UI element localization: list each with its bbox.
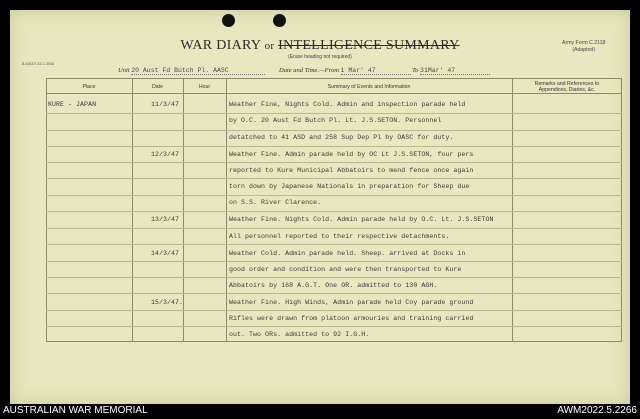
row-rule	[46, 113, 622, 114]
header-rule	[46, 93, 622, 94]
summary-line: Rifles were drawn from platoon armouries and training carried	[229, 315, 474, 322]
row-rule	[46, 326, 622, 327]
unit-field	[118, 67, 265, 75]
erase-note: (Erase heading not required)	[288, 54, 352, 60]
header-place: Place	[82, 84, 96, 90]
place-cell: KURE - JAPAN	[48, 101, 97, 108]
row-rule	[46, 130, 622, 131]
form-title	[0, 38, 640, 54]
summary-line: reported to Kure Municipal Abbatoirs to mend fence once again	[229, 167, 474, 174]
summary-line: All personnel reported to their respective detachments.	[229, 233, 450, 240]
summary-line: by O.C. 20 Aust Fd Butch Pl. Lt. J.S.SETON. Personnel	[229, 117, 442, 124]
column-divider	[226, 78, 227, 342]
footer-accession: AWM2022.5.2266	[557, 405, 637, 416]
date-field	[279, 67, 490, 75]
row-rule	[46, 178, 622, 179]
to-value: 31Mar' 47	[420, 67, 490, 75]
row-rule	[46, 310, 622, 311]
date-cell-4: 14/3/47	[151, 250, 180, 257]
unit-label: Unit	[118, 67, 130, 74]
summary-line: out. Two ORs. admitted to 92 I.G.H.	[229, 331, 370, 338]
row-rule	[46, 195, 622, 196]
row-rule	[46, 293, 622, 294]
summary-line: torn down by Japanese Nationals in preparation for Sheep due	[229, 183, 470, 190]
form-code: B.4063/T.43-C.3548	[22, 62, 54, 66]
summary-line: Weather Fine. Nights Cold. Admin parade held by O.C. Lt. J.S.SETON	[229, 216, 494, 223]
header-date: Date	[152, 84, 163, 90]
header-hour: Hour	[198, 84, 211, 90]
row-rule	[46, 228, 622, 229]
header-summary: Summary of Events and Information	[327, 84, 411, 90]
date-cell-1: 11/3/47	[151, 101, 180, 108]
date-label: Date and Time.—From	[279, 67, 339, 74]
title-intelligence-summary: INTELLIGENCE SUMMARY	[278, 38, 460, 53]
punch-hole	[273, 14, 286, 27]
header-remarks	[512, 81, 622, 93]
army-form-number	[562, 40, 605, 53]
header-remarks-line2: Appendices, Diaries, &c.	[538, 87, 596, 93]
title-war-diary: WAR DIARY	[180, 38, 261, 53]
summary-line: Weather Fine, Nights Cold. Admin and inspection parade held	[229, 101, 466, 108]
summary-line: Abbatoirs by 168 A.G.T. One OR. admitted to 130 AGH.	[229, 282, 438, 289]
row-rule	[46, 261, 622, 262]
summary-line: detatched to 41 ASD and 258 Sup Dep Pl by OASC for duty.	[229, 134, 454, 141]
summary-line: on S.S. River Clarence.	[229, 199, 322, 206]
footer-credit: AUSTRALIAN WAR MEMORIAL	[3, 405, 148, 416]
punch-hole	[222, 14, 235, 27]
summary-line: Weather Cold. Admin parade held. Sheep. arrived at Docks in	[229, 250, 466, 257]
row-rule	[46, 244, 622, 245]
title-or: or	[264, 40, 275, 52]
column-divider	[132, 78, 133, 342]
summary-line: Weather Fine. High Winds, Admin parade held Coy parade ground	[229, 299, 474, 306]
row-rule	[46, 162, 622, 163]
row-rule	[46, 146, 622, 147]
summary-line: Weather Fine. Admin parade held by OC Lt J.S.SETON, four pers	[229, 151, 474, 158]
to-label: To	[412, 67, 419, 74]
from-value: 1 Mar' 47	[341, 67, 411, 75]
column-divider	[183, 78, 184, 342]
row-rule	[46, 277, 622, 278]
adapted-label: (Adapted)	[572, 46, 596, 53]
unit-value: 20 Aust Fd Butch Pl. AASC	[131, 67, 265, 75]
date-cell-2: 12/3/47	[151, 151, 180, 158]
date-cell-5: 15/3/47.	[151, 299, 184, 306]
summary-line: good order and condition and were then transported to Kure	[229, 266, 462, 273]
date-cell-3: 13/3/47	[151, 216, 180, 223]
army-form-label: Army Form C.2118	[562, 40, 606, 46]
header-remarks-line1: Remarks and References to	[534, 81, 600, 87]
column-divider	[512, 78, 513, 342]
row-rule	[46, 211, 622, 212]
